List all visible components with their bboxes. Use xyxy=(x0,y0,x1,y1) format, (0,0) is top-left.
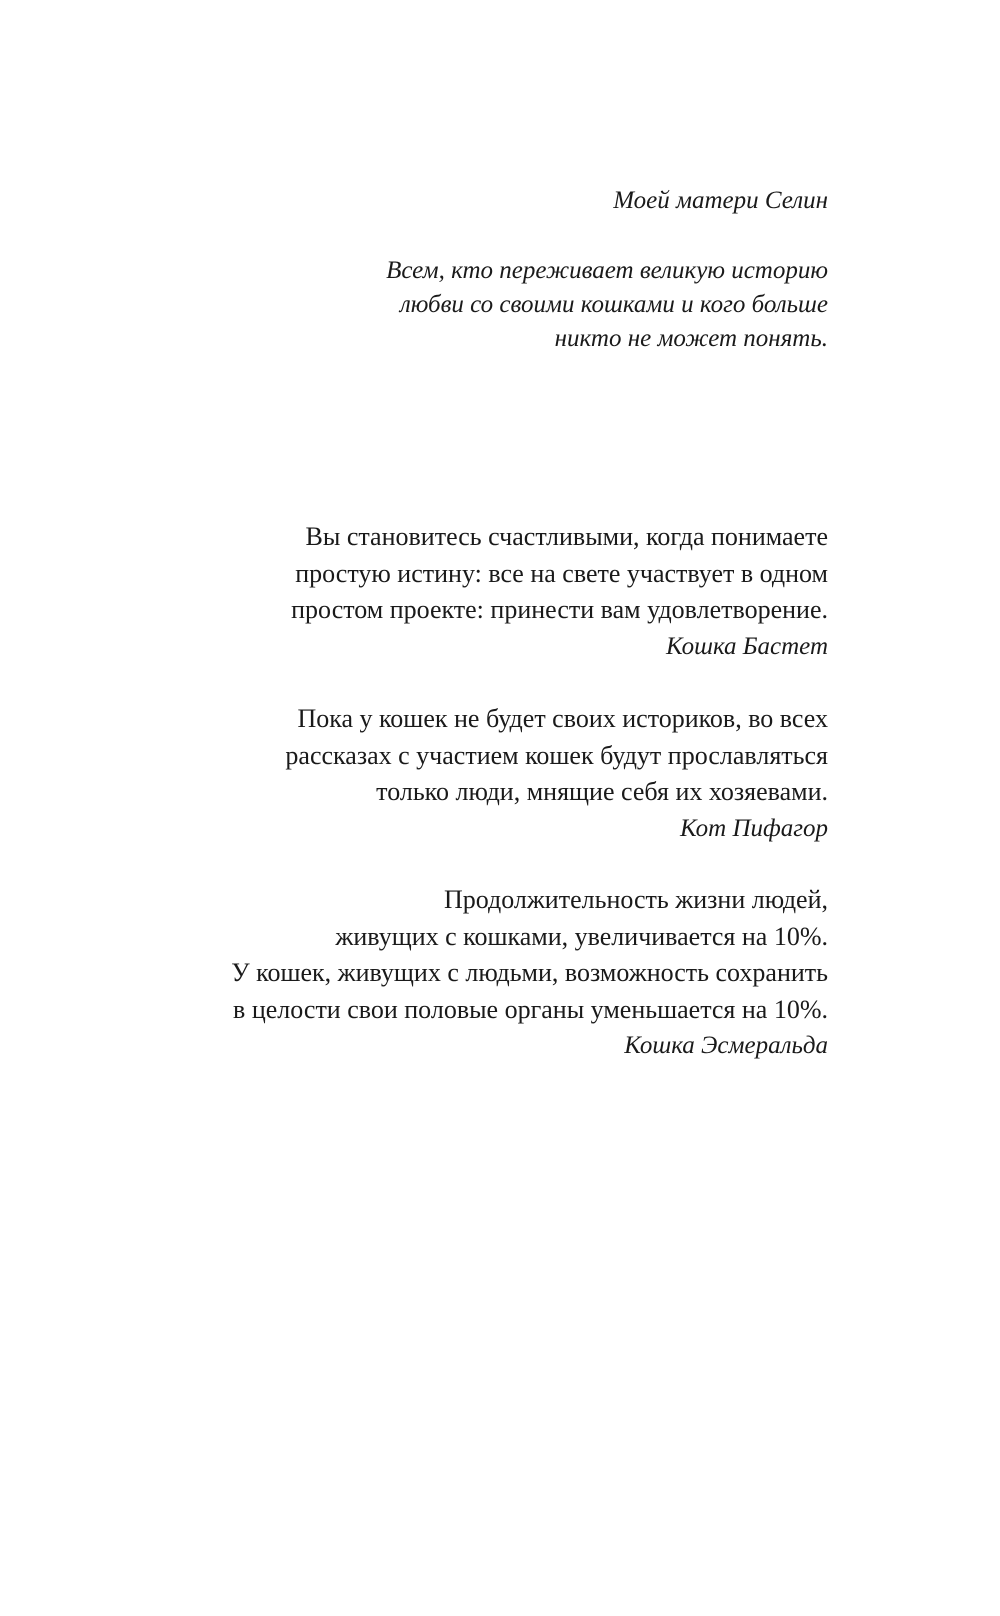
epigraph-bastet xyxy=(291,519,828,665)
epigraph-author: Кошка Эсмеральда xyxy=(624,1032,828,1059)
epigraph-line: в целости свои половые органы уменьшается на 10%. xyxy=(233,994,828,1024)
epigraph-line: живущих с кошками, увеличивается на 10%. xyxy=(335,921,828,951)
epigraph-esmeralda xyxy=(231,882,828,1065)
epigraph-line: только люди, мнящие себя их хозяевами. xyxy=(376,777,828,806)
dedication-line: любви со своими кошками и кого больше xyxy=(399,291,828,318)
dedication-line: Всем, кто переживает великую историю xyxy=(386,257,828,284)
epigraph-pythagoras xyxy=(285,701,828,847)
dedication-line: Моей матери Селин xyxy=(613,187,828,214)
epigraph-line: У кошек, живущих с людьми, возможность сохранить xyxy=(231,958,828,987)
epigraph-line: Продолжительность жизни людей, xyxy=(443,885,828,914)
epigraph-line: Вы становитесь счастливыми, когда понимаете xyxy=(305,522,828,551)
epigraph-line: простую истину: все на свете участвует в одном xyxy=(295,558,828,588)
epigraph-line: простом проекте: принести вам удовлетворение. xyxy=(291,595,828,624)
epigraph-line: рассказах с участием кошек будут прославляться xyxy=(285,740,828,770)
epigraph-line: Пока у кошек не будет своих историков, во всех xyxy=(297,704,828,733)
epigraph-author: Кошка Бастет xyxy=(665,632,828,660)
dedication-line: никто не может понять. xyxy=(554,325,828,352)
epigraph-author: Кот Пифагор xyxy=(679,814,828,842)
dedication xyxy=(386,184,828,356)
